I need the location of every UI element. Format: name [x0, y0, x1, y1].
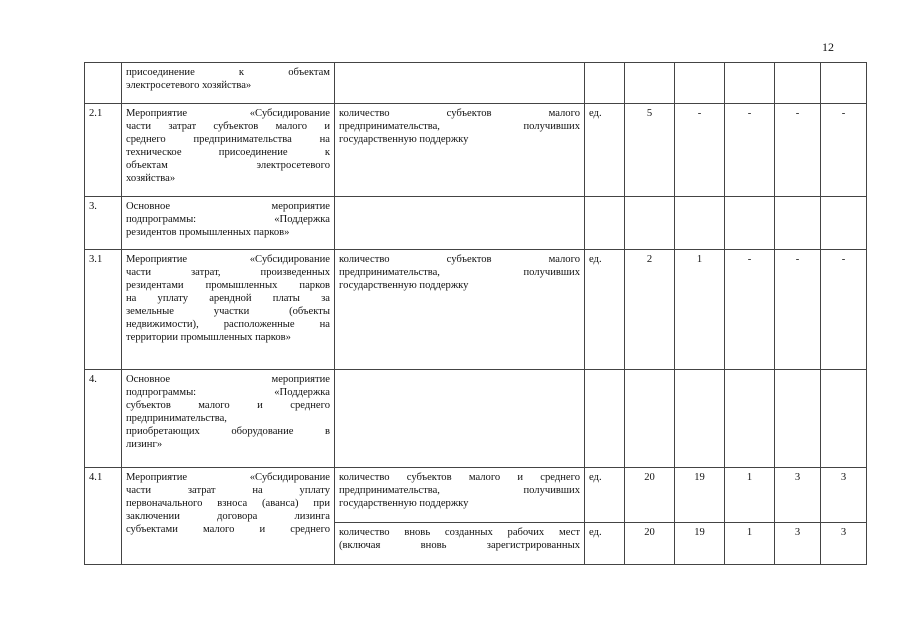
measure-name-cell — [122, 63, 335, 104]
value-cell: - — [725, 104, 775, 197]
value-cell: - — [725, 250, 775, 370]
measure-name-line: хозяйства» — [126, 173, 176, 184]
indicator-line: количество субъектов малого и среднего — [339, 472, 580, 483]
indicators-table — [84, 62, 867, 565]
row-number-cell: 4.1 — [85, 468, 122, 565]
value-cell — [775, 370, 821, 468]
value-cell: - — [821, 104, 867, 197]
measure-name-cell — [122, 370, 335, 468]
table-row — [85, 104, 867, 197]
value-cell: - — [675, 104, 725, 197]
value-cell — [821, 63, 867, 104]
table-row — [85, 370, 867, 468]
measure-name-line: лизинг» — [126, 439, 163, 450]
measure-name-line: субъектами малого и среднего — [126, 524, 330, 535]
measure-name-line: части затрат на уплату — [126, 485, 330, 496]
value-cell: - — [775, 250, 821, 370]
indicator-line: (включая вновь зарегистрированных — [339, 540, 580, 551]
indicator-cell — [335, 104, 585, 197]
measure-name-line: техническое присоединение к — [126, 147, 330, 158]
value-cell: 3 — [775, 523, 821, 565]
row-number-cell: 4. — [85, 370, 122, 468]
measure-name-line: земельные участки (объекты — [126, 306, 330, 317]
unit-cell: ед. — [585, 104, 625, 197]
value-cell: 1 — [725, 468, 775, 523]
measure-name-line: среднего предпринимательства на — [126, 134, 330, 145]
row-number-cell: 3.1 — [85, 250, 122, 370]
table-row — [85, 250, 867, 370]
value-cell: 1 — [675, 250, 725, 370]
value-cell — [625, 370, 675, 468]
unit-cell: ед. — [585, 523, 625, 565]
indicator-line: государственную поддержку — [339, 280, 469, 291]
indicator-cell — [335, 63, 585, 104]
indicator-cell — [335, 370, 585, 468]
measure-name-line: предпринимательства, — [126, 413, 227, 424]
indicator-line: предпринимательства, получивших — [339, 121, 580, 132]
measure-name-line: части затрат субъектов малого и — [126, 121, 330, 132]
value-cell: 3 — [775, 468, 821, 523]
indicator-line: количество вновь созданных рабочих мест — [339, 527, 580, 538]
value-cell — [675, 197, 725, 250]
measure-name-line: резидентов промышленных парков» — [126, 227, 290, 238]
measure-name-cell — [122, 468, 335, 565]
indicator-line: количество субъектов малого — [339, 254, 580, 265]
measure-name-line: территории промышленных парков» — [126, 332, 291, 343]
value-cell — [775, 63, 821, 104]
indicator-line: количество субъектов малого — [339, 108, 580, 119]
table-row — [85, 63, 867, 104]
measure-name-line: Основное мероприятие — [126, 201, 330, 212]
value-cell — [625, 63, 675, 104]
measure-name-cell — [122, 197, 335, 250]
indicator-line: государственную поддержку — [339, 134, 469, 145]
value-cell — [821, 197, 867, 250]
row-number-cell: 3. — [85, 197, 122, 250]
value-cell — [725, 63, 775, 104]
indicator-cell — [335, 523, 585, 565]
value-cell — [625, 197, 675, 250]
measure-name-line: приобретающих оборудование в — [126, 426, 330, 437]
measure-name-line: Мероприятие «Субсидирование — [126, 108, 330, 119]
value-cell: 5 — [625, 104, 675, 197]
unit-cell — [585, 197, 625, 250]
indicator-line: предпринимательства, получивших — [339, 485, 580, 496]
measure-name-line: подпрограммы: «Поддержка — [126, 387, 330, 398]
measure-name-line: резидентами промышленных парков — [126, 280, 330, 291]
unit-cell: ед. — [585, 250, 625, 370]
unit-cell — [585, 63, 625, 104]
measure-name-line: недвижимости), расположенные на — [126, 319, 330, 330]
measure-name-line: заключении договора лизинга — [126, 511, 330, 522]
measure-name-line: Мероприятие «Субсидирование — [126, 472, 330, 483]
measure-name-line: Мероприятие «Субсидирование — [126, 254, 330, 265]
row-number-cell — [85, 63, 122, 104]
value-cell: - — [775, 104, 821, 197]
table-row — [85, 468, 867, 523]
value-cell — [725, 197, 775, 250]
indicator-cell — [335, 468, 585, 523]
row-number-cell: 2.1 — [85, 104, 122, 197]
value-cell: 3 — [821, 468, 867, 523]
indicator-line: государственную поддержку — [339, 498, 469, 509]
indicator-line: предпринимательства, получивших — [339, 267, 580, 278]
measure-name-cell — [122, 104, 335, 197]
value-cell — [821, 370, 867, 468]
value-cell — [675, 63, 725, 104]
measure-name-line: части затрат, произведенных — [126, 267, 330, 278]
unit-cell: ед. — [585, 468, 625, 523]
value-cell — [725, 370, 775, 468]
value-cell: 1 — [725, 523, 775, 565]
value-cell: 20 — [625, 523, 675, 565]
value-cell: 19 — [675, 468, 725, 523]
measure-name-line: объектам электросетевого — [126, 160, 330, 171]
measure-name-cell — [122, 250, 335, 370]
value-cell: 2 — [625, 250, 675, 370]
table-row — [85, 197, 867, 250]
indicator-cell — [335, 197, 585, 250]
measure-name-line: на уплату арендной платы за — [126, 293, 330, 304]
value-cell: - — [821, 250, 867, 370]
indicator-cell — [335, 250, 585, 370]
value-cell: 3 — [821, 523, 867, 565]
measure-name-line: первоначального взноса (аванса) при — [126, 498, 330, 509]
page-number: 12 — [822, 40, 834, 54]
measure-name-line: подпрограммы: «Поддержка — [126, 214, 330, 225]
measure-name-line: электросетевого хозяйства» — [126, 80, 252, 91]
value-cell: 20 — [625, 468, 675, 523]
measure-name-line: Основное мероприятие — [126, 374, 330, 385]
measure-name-line: присоединение к объектам — [126, 67, 330, 78]
value-cell — [675, 370, 725, 468]
measure-name-line: субъектов малого и среднего — [126, 400, 330, 411]
unit-cell — [585, 370, 625, 468]
value-cell — [775, 197, 821, 250]
value-cell: 19 — [675, 523, 725, 565]
